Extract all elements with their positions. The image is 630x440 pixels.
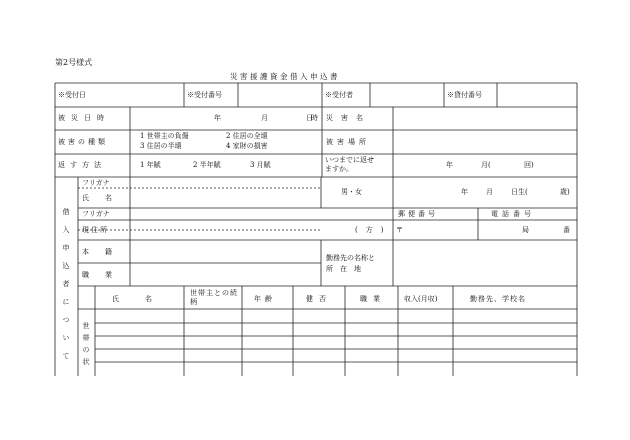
col-workplace-school: 勤務先、学校名 [470, 295, 526, 303]
reception-receiver-label: ※受付者 [325, 91, 353, 99]
exchange-suffix: 番 [563, 226, 570, 234]
loan-number-label: ※貸付番号 [447, 91, 482, 99]
reception-date-label: ※受付日 [58, 91, 86, 99]
col-income: 収入(月収) [404, 295, 438, 303]
workplace-label-2: 所在地 [326, 265, 368, 273]
household-side-label: 世帯の状 [82, 322, 90, 370]
damage-option-2: 2 住居の全壊 [226, 132, 268, 140]
repay-unit-times: 回) [524, 161, 534, 169]
furigana-label-1: フリガナ [82, 179, 110, 187]
gender-label: 男・女 [341, 188, 362, 196]
repay-when-label-2: ますか。 [325, 165, 353, 173]
repay-option-3: 3 月賦 [250, 161, 271, 169]
repay-method-label: 返す方法 [58, 161, 106, 169]
applicant-side-label: 借入申込者について [62, 208, 70, 370]
date-unit-day: 日 [306, 114, 313, 122]
exchange-label: 局 [522, 226, 529, 234]
disaster-date-label: 被災日時 [58, 114, 110, 122]
damage-place-label: 被害場所 [326, 138, 370, 146]
damage-type-label: 被害の種類 [58, 138, 108, 146]
damage-option-3: 3 住居の半壊 [140, 142, 182, 150]
date-unit-year: 年 [214, 114, 221, 122]
disaster-name-label: 災害名 [326, 114, 371, 122]
reception-number-label: ※受付番号 [187, 91, 222, 99]
postal-code-label: 郵便番号 [398, 210, 438, 218]
repay-unit-year: 年 [446, 161, 453, 169]
birth-unit-month: 月 [486, 188, 493, 196]
postal-mark: 〒 [396, 226, 403, 234]
col-name: 氏名 [112, 295, 178, 303]
damage-option-4: 4 家財の損害 [226, 142, 268, 150]
col-age: 年齢 [254, 295, 276, 303]
form-number: 第2号様式 [55, 58, 93, 67]
repay-unit-month: 月( [481, 161, 491, 169]
workplace-label-1: 勤務先の名称と [326, 254, 375, 262]
col-health: 健否 [306, 295, 332, 303]
date-unit-hour: 時 [311, 114, 318, 122]
repay-option-1: 1 年賦 [140, 161, 161, 169]
date-unit-month: 月 [261, 114, 268, 122]
form-title: 災害援護資金借入申込書 [230, 72, 340, 81]
furigana-label-2: フリガナ [82, 210, 110, 218]
damage-option-1: 1 世帯主の負傷 [140, 132, 189, 140]
domicile-label: 本籍 [82, 248, 128, 256]
name-label: 氏名 [82, 194, 128, 202]
address-label: 現住所 [82, 226, 109, 234]
repay-when-label-1: いつまでに返せ [325, 156, 374, 164]
birth-unit-day: 日生( [511, 188, 528, 196]
birth-unit-age: 歳) [560, 188, 570, 196]
direction-label: (方) [355, 226, 392, 234]
occupation-label: 職業 [82, 271, 128, 279]
col-relation: 世帯主との続柄 [190, 289, 238, 306]
birth-unit-year: 年 [461, 188, 468, 196]
col-occupation: 職業 [360, 295, 386, 303]
phone-label: 電話番号 [491, 210, 535, 218]
repay-option-2: 2 半年賦 [193, 161, 221, 169]
